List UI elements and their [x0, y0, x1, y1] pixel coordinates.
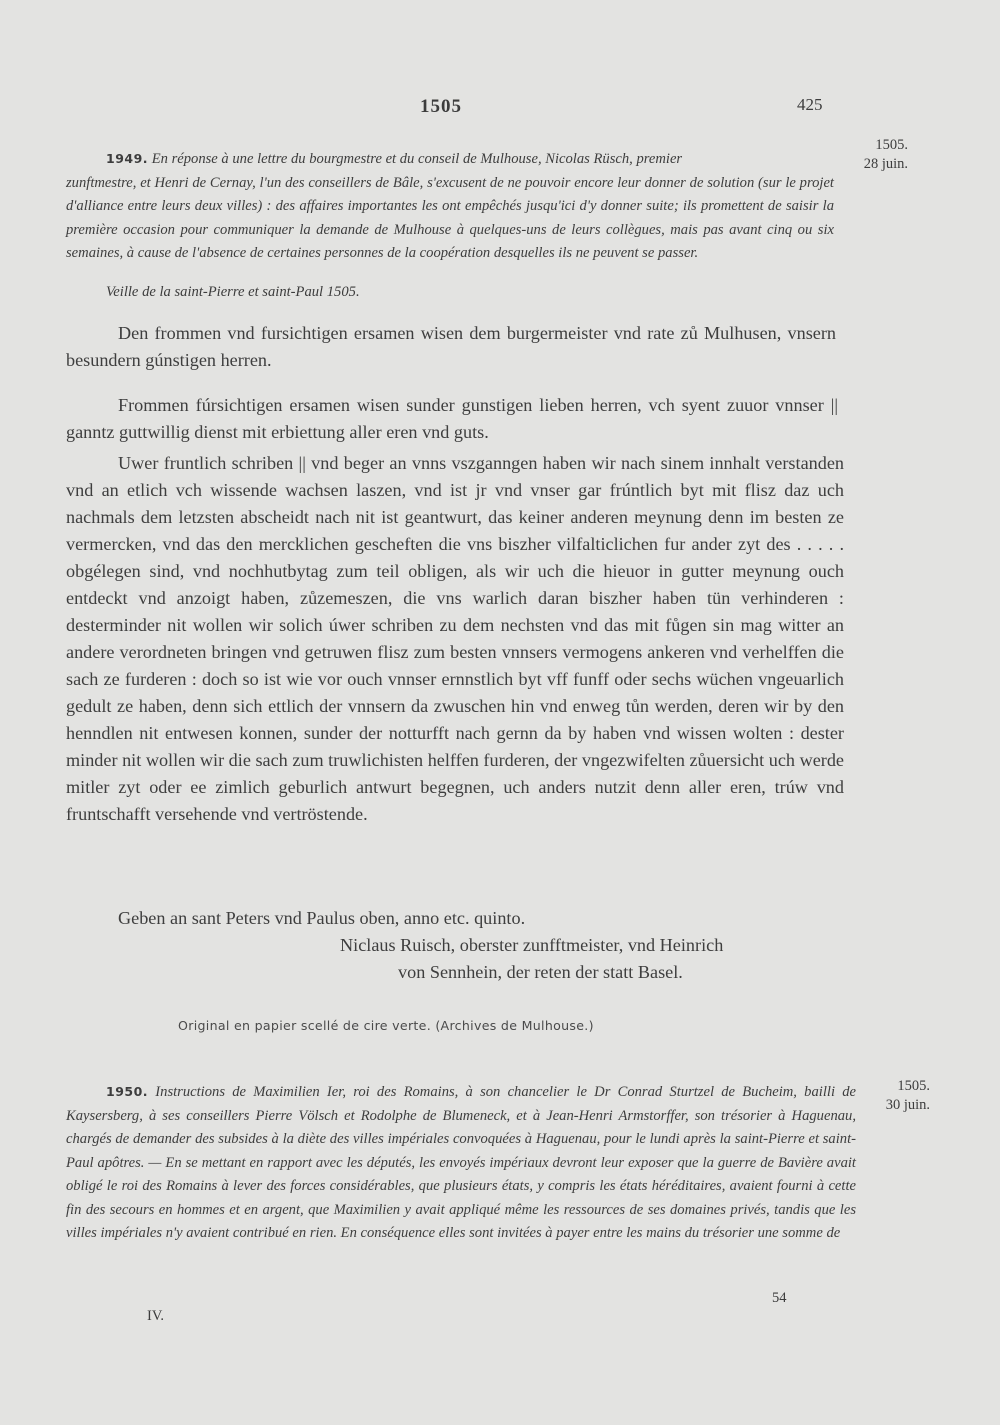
- margin-year-1949: 1505.: [875, 137, 908, 153]
- letter-signature-line-1: Niclaus Ruisch, oberster zunfftmeister, vnd Heinrich: [340, 935, 724, 955]
- running-head-year: 1505: [420, 96, 462, 117]
- letter-greeting-text: Frommen fúrsichtigen ersamen wisen sunder gunstigen lieben herren, vch syent zuuor vnnser || ganntz guttwillig dienst mit erbiettung aller eren vnd guts.: [66, 395, 838, 442]
- letter-signature-line-2: von Sennhein, der reten der statt Basel.: [398, 962, 683, 982]
- letter-address: [66, 320, 836, 374]
- printer-signature-mark: 54: [772, 1290, 787, 1306]
- entry-1949-date-line: Veille de la saint-Pierre et saint-Paul 1505.: [106, 284, 360, 300]
- page-number: 425: [797, 95, 823, 114]
- margin-date-1949: [846, 136, 908, 174]
- letter-greeting: [66, 392, 838, 446]
- entry-1950-summary-text: Instructions de Maximilien Ier, roi des Romains, à son chancelier le Dr Conrad Sturtzel de Bucheim, bailli de Kaysersberg, à ses conseillers Pierre Völsch et Rodolphe de Blumeneck, et à Jean-Henri Armstorffer, son trésorier à Haguenau, chargés de demander des subsides à la diète des villes impériales convoquées à Haguenau, pour le lundi après la saint-Pierre et saint-Paul apôtres. — En se mettant en rapport avec les députés, les envoyés impériaux devront leur exposer que la guerre de Bavière avait obligé le roi des Romains à lever des forces considérables, que plusieurs états, y compris les états héréditaires, avaient fourni à cette fin des secours en hommes et en argent, que Maximilien y avait appliqué même les ressources de ses domaines privés, tandis que les villes impériales n'y avaient contribué en rien. En conséquence elles sont invitées à payer entre les mains du trésorier une somme de: [66, 1084, 856, 1241]
- margin-year-1950: 1505.: [897, 1078, 930, 1094]
- entry-number-1949: 1949.: [106, 151, 149, 166]
- entry-1949-summary: [66, 147, 834, 266]
- letter-closing: Geben an sant Peters vnd Paulus oben, anno etc. quinto.: [118, 908, 526, 928]
- letter-address-text: Den frommen vnd fursichtigen ersamen wisen dem burgermeister vnd rate zů Mulhusen, vnsern besundern gúnstigen herren.: [66, 323, 836, 370]
- letter-body: [66, 450, 844, 828]
- letter-body-text: Uwer fruntlich schriben || vnd beger an vnns vszganngen haben wir nach sinem innhalt verstanden vnd an etlich vch wissende wachsen laszen, vnd ist jr vnd vnser gar frúntlich byt mit flisz daz uch nachmals dem letzsten abscheidt nach nit ist geantwurt, das keiner anderen meynung denn im besten ze vermercken, vnd das den mercklichen gescheften die vns biszher vilfalticlichen fur ander zyt des . . . . . obgélegen sind, vnd nochhutbytag zum teil obligen, als wir uch die hieuor in gutter meynung ouch entdeckt vnd anzoigt haben, zůzemeszen, die vns warlich daran biszher haben tün verhinderen : desterminder nit wollen wir solich úwer schriben zu dem nechsten vnd das mit fůgen sin mag witter an andere verordneten bringen vnd getruwen flisz zum besten vnnsers vermogens ankeren vnd verhelffen die sach ze furderen : doch so ist wie vor ouch vnnser ernnstlich byt vff funff oder sechs wüchen vngeuarlich gedult ze haben, denn sich ettlich der vnnsern da zwuschen hin vnd enweg tůn werden, deren wir by den henndlen nit entwesen konnen, sunder der notturfft nach gernn da by haben vnd wissen wolten : dester minder nit wollen wir die sach zum truwlichisten helffen furderen, der vngezwifelten zůuersicht uch werde mitler zyt oder ee zimlich geburlich antwurt begegnen, uch anders nutzit denn aller eren, trúw vnd fruntschafft versehende vnd vertröstende.: [66, 453, 844, 824]
- margin-day-1949: 28 juin.: [863, 156, 908, 172]
- entry-1950-summary: [66, 1080, 856, 1246]
- source-note: Original en papier scellé de cire verte. (Archives de Mulhouse.): [178, 1018, 594, 1033]
- margin-date-1950: [862, 1077, 930, 1115]
- entry-1949-summary-first: En réponse à une lettre du bourgmestre et du conseil de Mulhouse, Nicolas Rüsch, premier: [151, 151, 683, 167]
- entry-number-1950: 1950.: [106, 1084, 149, 1099]
- volume-number: IV.: [147, 1308, 165, 1324]
- margin-day-1950: 30 juin.: [885, 1097, 930, 1113]
- entry-1949-summary-rest: zunftmestre, et Henri de Cernay, l'un des conseillers de Bâle, s'excusent de ne pouvoir encore leur donner de solution (sur le projet d'alliance entre leurs deux villes) : des affaires importantes les ont empêchés jusqu'ici d'y donner suite; ils promettent de saisir la première occasion pour communiquer la demande de Mulhouse à quelques-uns de leurs collègues, mais pas avant cinq ou six semaines, à cause de l'absence de certaines personnes de la coopération desquelles ils ne peuvent se passer.: [66, 174, 834, 261]
